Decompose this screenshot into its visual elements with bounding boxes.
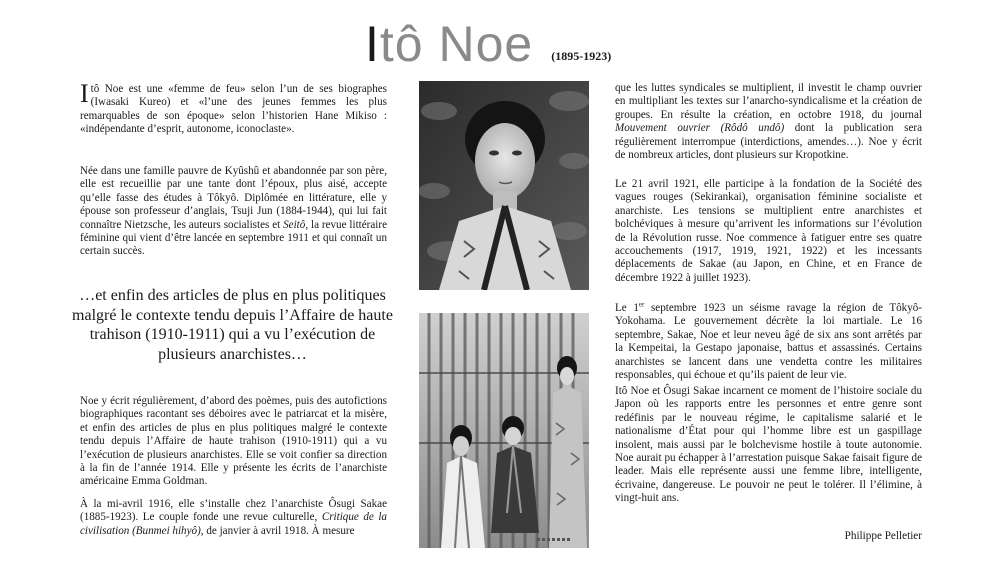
earthquake-paragraph: Le 1er septembre 1923 un séisme ravage la région de Tôkyô-Yokohama. Le gouvernement décrète la loi martiale. Le 16 septembre, Sakae, Noe et leur neveu âgé de six ans sont arrêtés par la Kempeitai, la Gestapo japonaise, battus et assassinés. Certains anarchistes se lancent dans une vendetta contre les militaires responsables, qui échoue et qu’ils paient de leur vie. <box>615 300 922 382</box>
writing-paragraph: Noe y écrit régulièrement, d’abord des poèmes, puis des autofictions biographiques racontant ses déboires avec le patriarcat et la misère, et enfin des articles de plus en plus politiques malgré le contexte tendu depuis l’Affaire de haute trahison (1910-1911) qui a vu l’exécution de plusieurs anarchistes. Elle se voit confier sa direction à la fin de l’année 1914. Elle y présente les écrits de l’anarchiste américaine Emma Goldman. <box>80 395 387 488</box>
intro-paragraph: Itô Noe est une «femme de feu» selon l’un de ses biographes (Iwasaki Kureo) et «l’une des jeunes femmes les plus remarquables de son époque» selon l’historien Hane Mikiso : «indépendante d’esprit, autonome, iconoclaste». <box>80 79 387 136</box>
page-header <box>365 14 695 74</box>
portrait-photo <box>419 81 589 290</box>
life-dates: (1895-1923) <box>551 49 612 63</box>
author-signature: Philippe Pelletier <box>844 530 922 542</box>
sekirankai-paragraph: Le 21 avril 1921, elle participe à la fondation de la Société des vagues rouges (Sekirankai), organisation féminine socialiste et anarchiste. Les tensions se multiplient entre anarchistes et bolchéviques à mesure qu’arrivent les informations sur l’évolution de la Révolution russe. Noe commence à fatiguer entre ses quatre accouchements (1917, 1919, 1921, 1922) et les incessants déplacements de Sakae (au Japon, en Chine, et en France de décembre 1922 à juillet 1923). <box>615 178 922 284</box>
legacy-paragraph: Itô Noe et Ôsugi Sakae incarnent ce moment de l’histoire sociale du Japon où les rapports entre les personnes et entre genre sont redéfinis par le nouveau régime, le capitalisme salarié et le nationalisme d’État pour qui l’homme libre est un gaspillage insolent, mais aussi par le bolchevisme hostile à toute autonomie. Noe aurait pu échapper à l’arrestation puisque Sakae faisait figure de leader. Mais elle représente aussi une femme libre, intelligente, écrivaine, dangereuse. Le pouvoir ne peut le tolérer. Il l’élimine, à vingt-huit ans. <box>615 385 922 505</box>
drop-cap: I <box>80 79 89 108</box>
osugi-paragraph: À la mi-avril 1916, elle s’installe chez l’anarchiste Ôsugi Sakae (1885-1923). Le couple fonde une revue culturelle, Critique de la civilisation (Bunmei hihyô), de janvier à avril 1918. À mesure <box>80 498 387 537</box>
early-life-paragraph: Née dans une famille pauvre de Kyûshû et abandonnée par son père, elle est recueillie par une tante dont l’époux, plus aisé, accepte qu’elle fasse des études à Tôkyô. Diplômée en littérature, elle y épouse son professeur d’anglais, Tsuji Jun (1884-1944), qui lui fait connaître Nietzsche, les auteurs socialistes et Seitô, la revue littéraire féminine qui vient d’être lancée en septembre 1911 et qui connaît un certain succès. <box>80 165 387 258</box>
page-title: Itô Noe <box>365 16 534 72</box>
labor-paragraph: que les luttes syndicales se multiplient, il investit le champ ouvrier en multipliant les textes sur l’anarcho-syndicalisme et la création de groupes. En résulte la création, en octobre 1918, du journal Mouvement ouvrier (Rôdô undô) dont la publication sera régulièrement interrompue (interdictions, amendes…). Noe y écrit de nombreux articles, dont plusieurs sur Kropotkine. <box>615 82 922 162</box>
group-photo <box>419 313 589 548</box>
group-photo-image <box>419 313 589 548</box>
portrait-photo-image <box>419 81 589 290</box>
pull-quote: …et enfin des articles de plus en plus politiques malgré le contexte tendu depuis l’Affaire de haute trahison (1910-1911) qui a vu l’exécution de plusieurs anarchistes… <box>72 287 393 363</box>
